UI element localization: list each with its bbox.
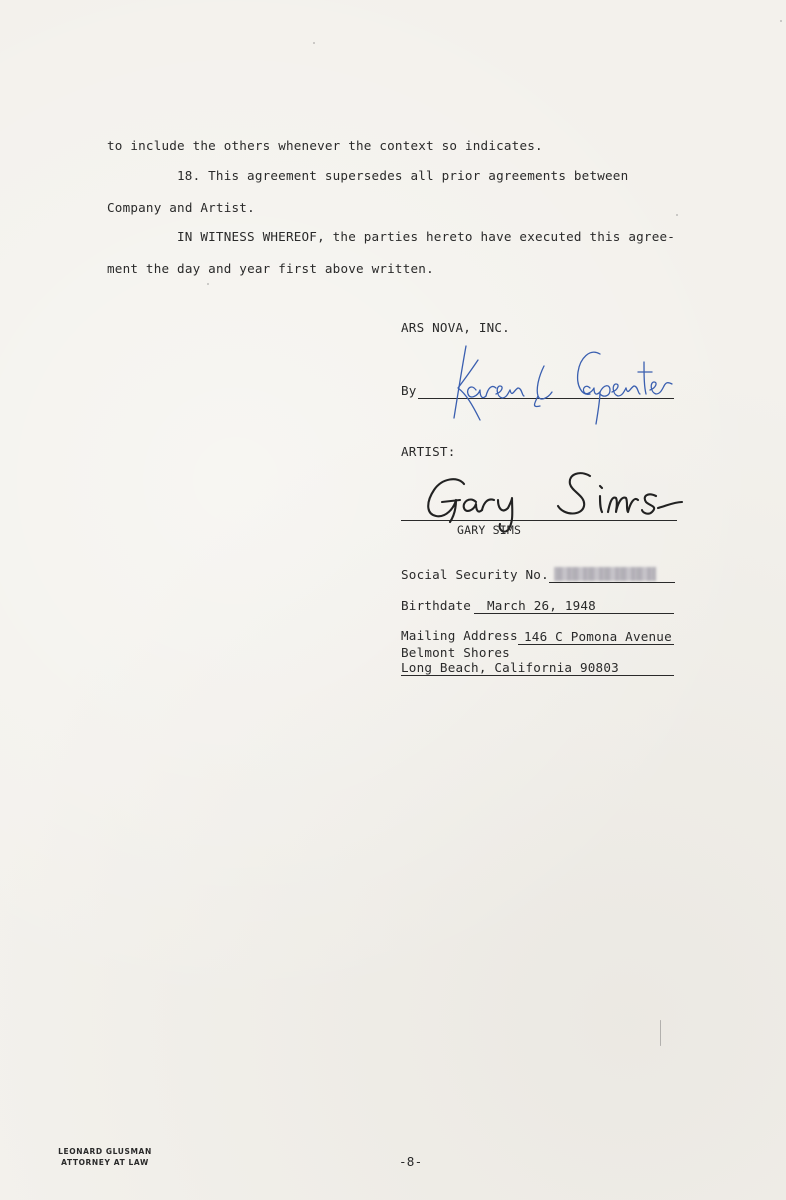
birthdate-line <box>474 613 674 614</box>
company-name: ARS NOVA, INC. <box>401 320 510 335</box>
witness-line2: ment the day and year first above written. <box>107 261 434 276</box>
address-line-1: 146 C Pomona Avenue <box>524 629 672 644</box>
paper-speck <box>780 20 782 22</box>
paper-speck <box>207 283 209 285</box>
birthdate-value: March 26, 1948 <box>487 598 596 613</box>
paper-speck <box>676 214 678 216</box>
firm-subtitle: ATTORNEY AT LAW <box>61 1158 149 1167</box>
mailing-address-label: Mailing Address <box>401 628 518 643</box>
paper-scratch <box>660 1020 661 1046</box>
artist-printed-name: GARY SIMS <box>457 523 522 537</box>
artist-label: ARTIST: <box>401 444 456 459</box>
address-line-1-rule <box>518 644 674 645</box>
page-number: -8- <box>399 1154 423 1169</box>
paragraph-18-line2: Company and Artist. <box>107 200 255 215</box>
paper-speck <box>313 42 315 44</box>
attorney-imprint <box>30 1146 180 1168</box>
birthdate-label: Birthdate <box>401 598 472 613</box>
address-line-2: Belmont Shores <box>401 645 510 660</box>
body-line-context: to include the others whenever the context so indicates. <box>107 138 543 153</box>
company-signature <box>440 338 690 434</box>
by-label: By <box>401 383 417 398</box>
witness-line1: IN WITNESS WHEREOF, the parties hereto have executed this agree- <box>177 229 676 244</box>
paragraph-18-line1: 18. This agreement supersedes all prior agreements between <box>177 168 629 183</box>
ssn-redacted-value <box>554 567 656 581</box>
ssn-line <box>549 582 675 583</box>
address-line-3: Long Beach, California 90803 <box>401 660 619 675</box>
address-line-3-rule <box>401 675 674 676</box>
ssn-label: Social Security No. <box>401 567 549 582</box>
firm-name: LEONARD GLUSMAN <box>58 1147 152 1156</box>
